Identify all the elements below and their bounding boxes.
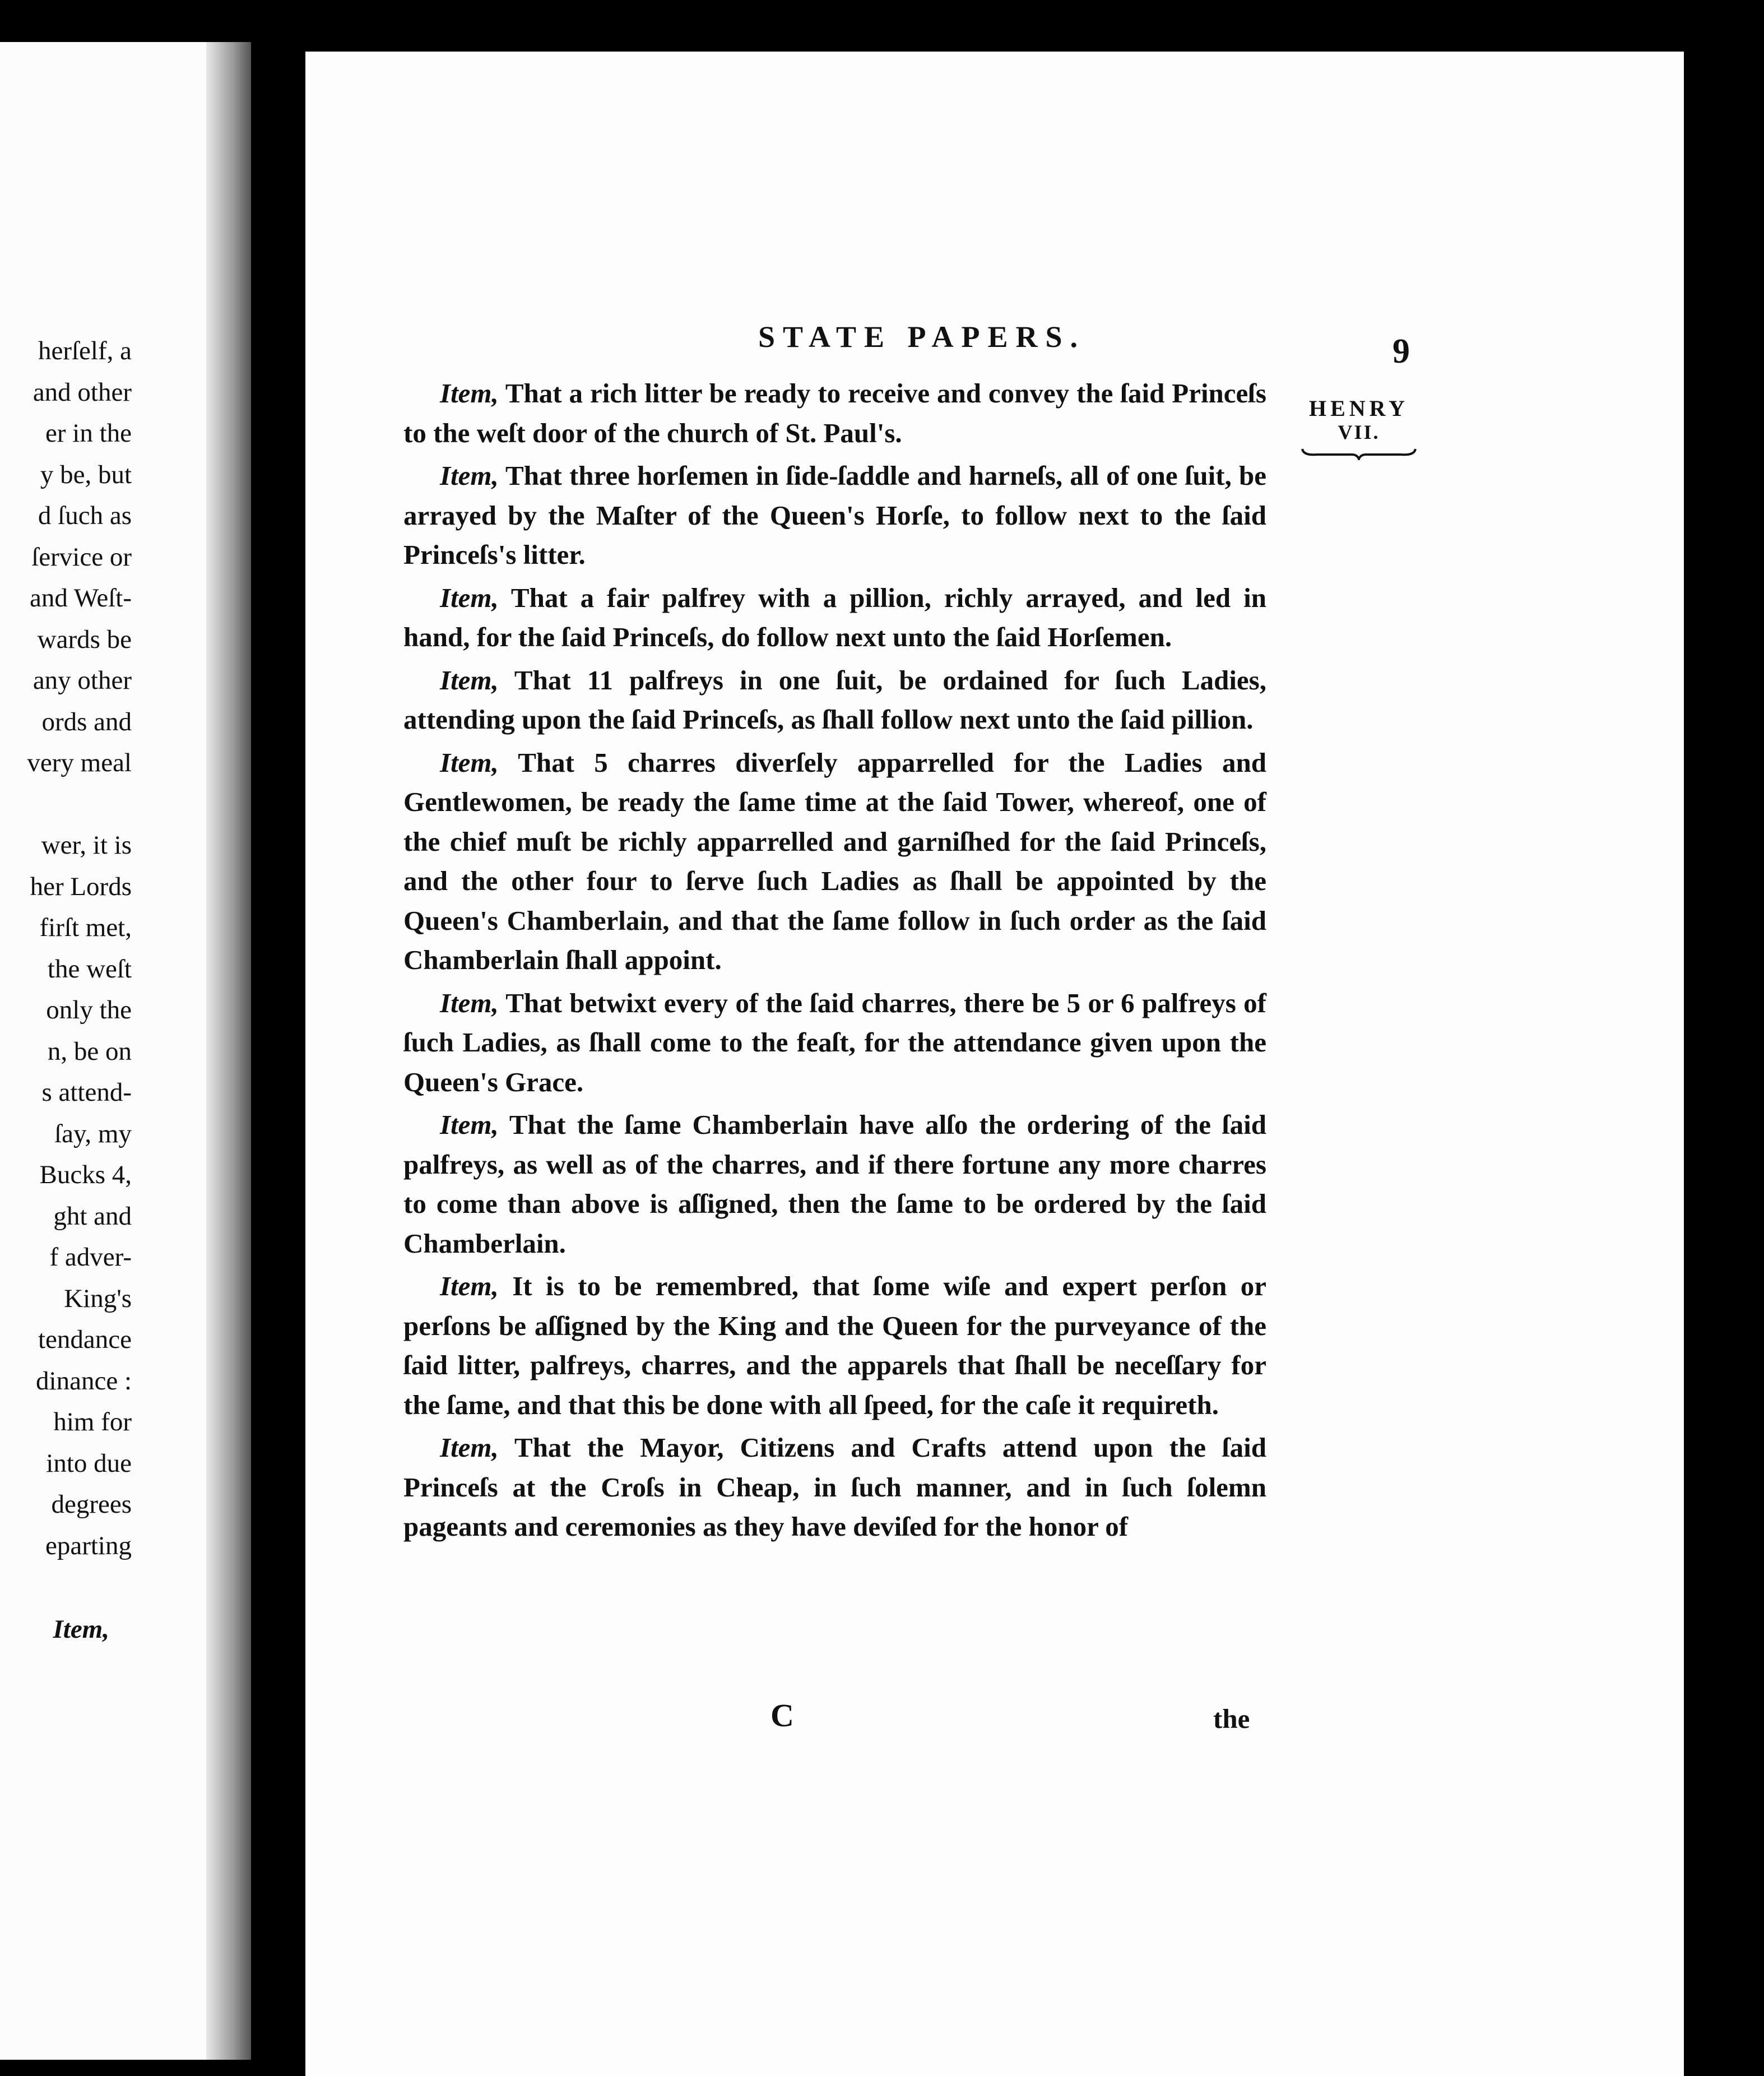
- page-number: 9: [1392, 332, 1410, 370]
- left-page-line: y be, but: [40, 460, 132, 489]
- left-page-line: n, be on: [47, 1036, 132, 1066]
- left-page-line: him for: [53, 1407, 132, 1436]
- item-lead-word: Item,: [440, 1432, 499, 1463]
- page-gutter-shadow: [206, 42, 251, 2060]
- marginal-regnal-number: VII.: [1338, 421, 1380, 443]
- catchword: the: [1213, 1703, 1250, 1734]
- item-paragraph: [403, 456, 1266, 575]
- item-text: That betwixt every of the ſaid charres, there be 5 or 6 palfreys of ſuch Ladies, as ſhall come to the feaſt, for the attendance given upon the Queen's Grace.: [403, 987, 1266, 1097]
- left-page-line: wards be: [37, 624, 132, 654]
- item-paragraph: [403, 1105, 1266, 1263]
- item-text: That 5 charres diverſely apparrelled for the Ladies and Gentlewomen, be ready the ſame time at the ſaid Tower, whereof, one of the chief muſt be richly apparrelled and garniſhed for the ſaid Princeſs, and the other four to ſerve ſuch Ladies as ſhall be appointed by the Queen's Chamberlain, and that the ſame follow in ſuch order as the ſaid Chamberlain ſhall appoint.: [403, 747, 1266, 975]
- left-page-line: ght and: [53, 1201, 132, 1231]
- item-lead-word: Item,: [440, 1109, 499, 1140]
- item-text: That 11 palfreys in one ſuit, be ordained for ſuch Ladies, attending upon the ſaid Princeſs, as ſhall follow next unto the ſaid pillion.: [403, 664, 1266, 735]
- marginal-king-name: HENRY: [1308, 396, 1409, 421]
- left-page-line: ſervice or: [31, 542, 132, 572]
- running-title: STATE PAPERS.: [758, 320, 1086, 354]
- left-page-line: f adver-: [49, 1243, 132, 1272]
- left-facing-page: [0, 42, 251, 2060]
- item-text: That the Mayor, Citizens and Crafts attend upon the ſaid Princeſs at the Croſs in Cheap, in ſuch manner, and in ſuch ſolemn pageants and ceremonies as they have deviſed for the honor of: [403, 1432, 1266, 1542]
- left-page-line: ſay, my: [54, 1119, 132, 1148]
- left-page-line: [0, 784, 132, 826]
- item-paragraph: [403, 743, 1266, 980]
- item-lead-word: Item,: [440, 1271, 499, 1301]
- item-paragraph: [403, 984, 1266, 1102]
- left-page-line: only the: [46, 995, 132, 1025]
- left-page-line: ords and: [41, 707, 132, 736]
- left-page-line: er in the: [45, 419, 132, 448]
- item-lead-word: Item,: [440, 664, 499, 696]
- left-page-line: the weſt: [47, 954, 132, 984]
- item-paragraph: [403, 374, 1266, 453]
- left-page-line: eparting: [45, 1531, 132, 1560]
- left-page-line: into due: [46, 1448, 132, 1478]
- marginal-brace-icon: [1300, 446, 1418, 460]
- right-page: [305, 52, 1684, 2076]
- running-header: [305, 319, 1684, 370]
- item-text: That a rich litter be ready to receive and convey the ſaid Princeſs to the weſt door of the church of St. Paul's.: [403, 378, 1266, 448]
- item-lead-word: Item,: [440, 747, 499, 778]
- body-text: [403, 374, 1266, 1550]
- item-lead-word: Item,: [440, 987, 499, 1018]
- item-lead-word: Item,: [440, 378, 499, 409]
- left-page-line: her Lords: [30, 872, 132, 901]
- item-paragraph: [403, 1267, 1266, 1425]
- left-page-text: [0, 331, 132, 1567]
- item-paragraph: [403, 1428, 1266, 1547]
- item-text: That three horſemen in ſide-ſaddle and harneſs, all of one ſuit, be arrayed by the Maſter of the Queen's Horſe, to follow next to the ſaid Princeſs's litter.: [403, 460, 1266, 570]
- left-page-line: firſt met,: [39, 913, 132, 942]
- left-page-line: s attend-: [41, 1078, 132, 1107]
- item-paragraph: [403, 578, 1266, 657]
- left-page-line: Bucks 4,: [39, 1160, 132, 1189]
- item-lead-word: Item,: [440, 582, 499, 613]
- left-page-line: degrees: [51, 1490, 132, 1519]
- left-page-line: very meal: [27, 748, 132, 777]
- left-page-line: and Weſt-: [30, 583, 132, 613]
- left-page-line: d ſuch as: [38, 501, 132, 530]
- left-page-line: any other: [33, 666, 132, 695]
- left-page-line: King's: [64, 1283, 132, 1313]
- item-text: That a fair palfrey with a pillion, richly arrayed, and led in hand, for the ſaid Princeſs, do follow next unto the ſaid Horſemen.: [403, 582, 1266, 652]
- left-page-line: herſelf, a: [38, 336, 132, 365]
- item-lead-word: Item,: [440, 460, 499, 491]
- item-text: It is to be remembred, that ſome wiſe and expert perſon or perſons be aſſigned by the King and the Queen for the purveyance of the ſaid litter, palfreys, charres, and the apparels that ſhall be neceſſary for the ſame, and that this be done with all ſpeed, for the caſe it requireth.: [403, 1271, 1266, 1420]
- item-paragraph: [403, 661, 1266, 740]
- left-page-line: dinance :: [36, 1366, 132, 1396]
- left-page-line: tendance: [38, 1325, 132, 1354]
- left-page-line: and other: [33, 377, 132, 407]
- item-text: That the ſame Chamberlain have alſo the ordering of the ſaid palfreys, as well as of the charres, and if there fortune any more charres to come than above is aſſigned, then the ſame to be ordered by the ſaid Chamberlain.: [403, 1109, 1266, 1259]
- left-page-catchword: Item,: [53, 1615, 109, 1644]
- marginal-note: [1292, 396, 1426, 460]
- left-page-line: wer, it is: [41, 831, 132, 860]
- signature-mark: C: [770, 1697, 794, 1734]
